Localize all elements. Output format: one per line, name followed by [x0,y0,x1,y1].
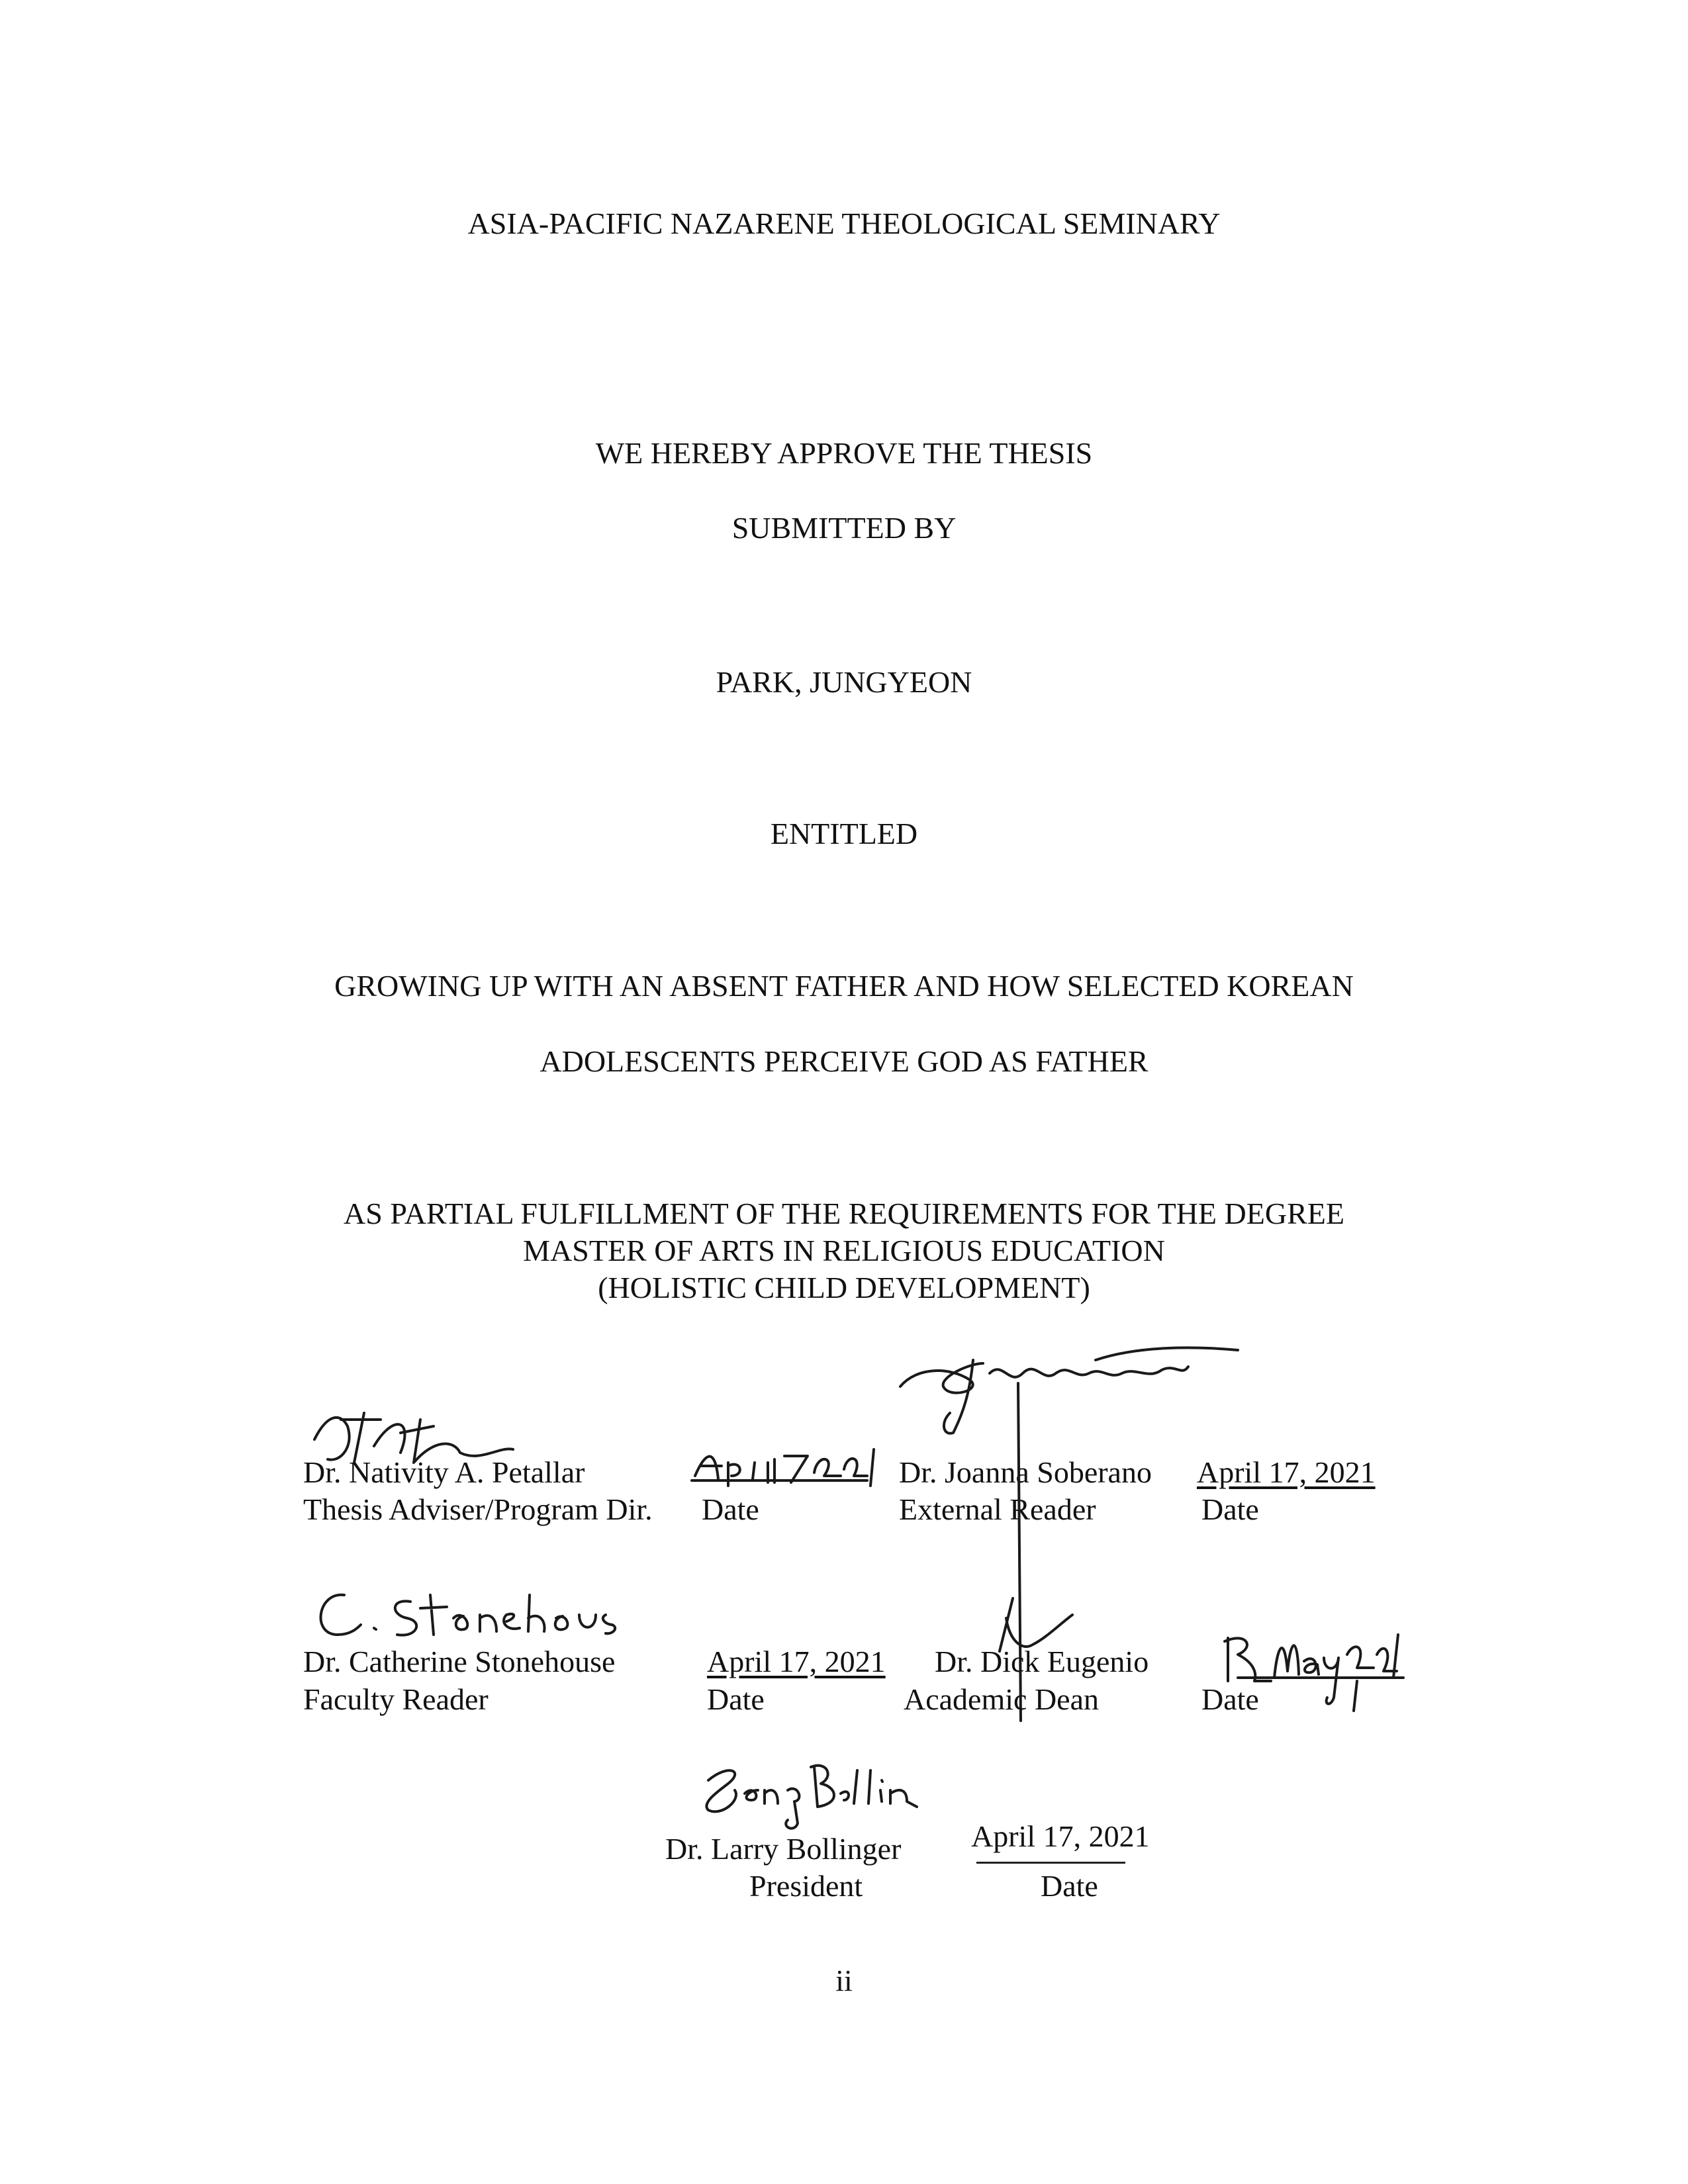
soberano-date: April 17, 2021 [1197,1455,1376,1489]
thesis-title-line-1: GROWING UP WITH AN ABSENT FATHER AND HOW SELECTED KOREAN [334,969,1354,1003]
eugenio-role: Academic Dean [904,1682,1100,1716]
bollinger-name: Dr. Larry Bollinger [665,1832,902,1866]
eugenio-date-label: Date [1201,1682,1259,1716]
page-number: ii [835,1964,853,1997]
author-name: PARK, JUNGYEON [716,665,972,699]
bollinger-date: April 17, 2021 [971,1819,1150,1853]
stonehouse-name: Dr. Catherine Stonehouse [303,1645,616,1678]
bollinger-date-label: Date [1041,1869,1098,1903]
soberano-date-label: Date [1201,1492,1259,1526]
approval-line-1: WE HEREBY APPROVE THE THESIS [595,436,1093,470]
stonehouse-date: April 17, 2021 [707,1645,886,1678]
stonehouse-role: Faculty Reader [303,1682,489,1716]
petallar-name: Dr. Nativity A. Petallar [303,1455,585,1489]
soberano-name: Dr. Joanna Soberano [899,1455,1152,1489]
entitled-label: ENTITLED [770,817,918,850]
stonehouse-date-label: Date [707,1682,765,1716]
stonehouse-signature [305,1582,622,1645]
fulfillment-line-3: (HOLISTIC CHILD DEVELOPMENT) [598,1271,1090,1304]
bollinger-role: President [749,1869,863,1903]
petallar-date-label: Date [702,1492,759,1526]
bollinger-date-rule [976,1862,1125,1864]
bollinger-signature [688,1754,966,1833]
fulfillment-line-1: AS PARTIAL FULFILLMENT OF THE REQUIREMENTS FOR THE DEGREE [344,1197,1344,1230]
approval-line-2: SUBMITTED BY [731,511,957,545]
handwritten-date-april-17 [692,1439,884,1489]
institution-name: ASIA-PACIFIC NAZARENE THEOLOGICAL SEMINARY [467,206,1221,240]
fulfillment-line-2: MASTER OF ARTS IN RELIGIOUS EDUCATION [523,1234,1165,1267]
petallar-role: Thesis Adviser/Program Dir. [303,1492,653,1526]
soberano-role: External Reader [899,1492,1096,1526]
eugenio-name: Dr. Dick Eugenio [935,1645,1149,1678]
thesis-title-line-2: ADOLESCENTS PERCEIVE GOD AS FATHER [539,1044,1149,1078]
